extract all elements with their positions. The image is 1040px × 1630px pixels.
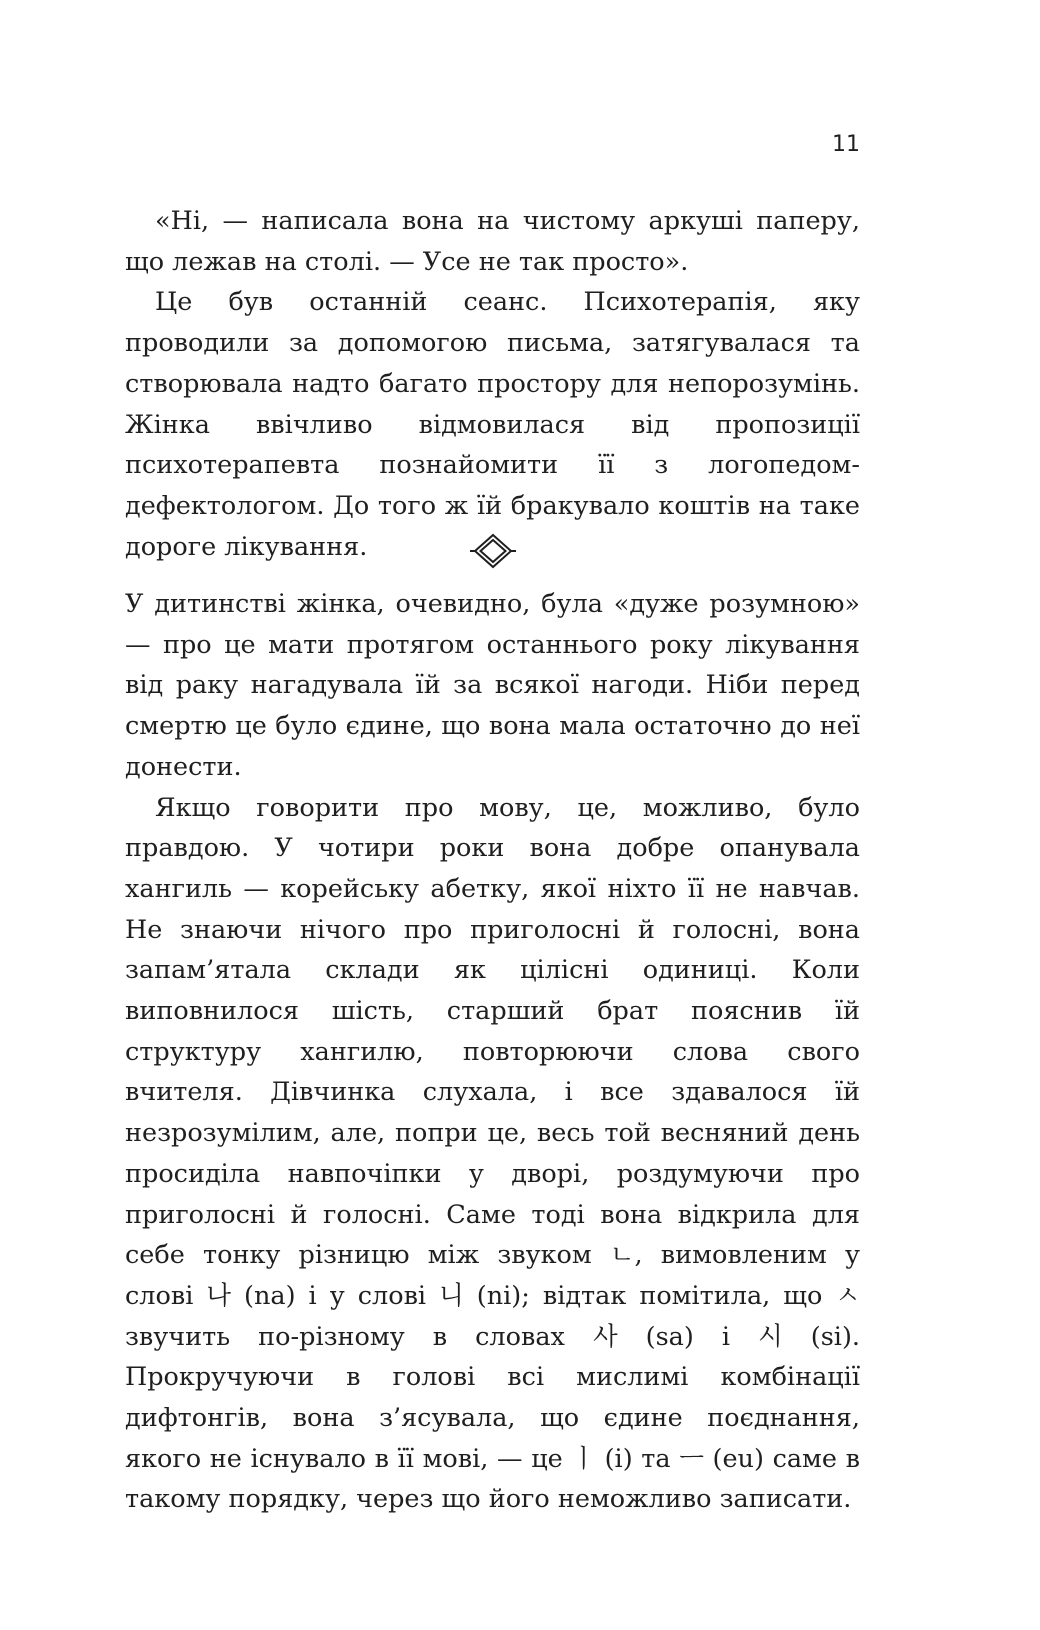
paragraph-2: Це був останній сеанс. Психотерапія, яку проводили за допомогою письма, затягувалася та створювала надто багато простору для непорозумінь. Жінка ввічливо відмовилася від пропозиції психотерапевта познайомити її з логопедом-дефектологом. До того ж їй бракувало коштів на таке дороге лікування. (125, 287, 860, 562)
paragraph-3: У дитинстві жінка, очевидно, була «дуже розумною» — про це мати протягом останнього року лікування від раку нагадувала їй за всякої нагоди. Ніби перед смертю це було єдине, що вона мала остаточно до неї донести. (125, 589, 860, 782)
paragraph-1: «Ні, — написала вона на чистому аркуші паперу, що лежав на столі. — Усе не так просто». (125, 206, 860, 277)
section-1 (125, 201, 860, 567)
paragraph-4: Якщо говорити про мову, це, можливо, було правдою. У чотири роки вона добре опанувала хангиль — корейську абетку, якої ніхто її не навчав. Не знаючи нічого про приголосні й голосні, вона запам’ятала склади як цілісні одиниці. Коли виповнилося шість, старший брат пояснив їй структуру хангилю, повторюючи слова свого вчителя. Дівчинка слухала, і все здавалося їй незрозумілим, але, попри це, весь той весняний день просиділа навпочіпки у дворі, роздумуючи про приголосні й голосні. Саме тоді вона відкрила для себе тонку різницю між звуком ㄴ, вимовленим у слові 나 (na) і у слові 니 (ni); відтак помітила, що ㅅ звучить по-різному в словах 사 (sa) і 시 (si). Прокручуючи в голові всі мислимі комбінації дифтонгів, вона з’ясувала, що єдине поєднання, якого не існувало в її мові, — це ㅣ (i) та ㅡ (eu) саме в такому порядку, через що його неможливо записати. (125, 792, 860, 1515)
diamond-ornament-icon (468, 533, 518, 569)
page-number: 11 (832, 132, 860, 157)
section-2 (125, 584, 860, 1520)
